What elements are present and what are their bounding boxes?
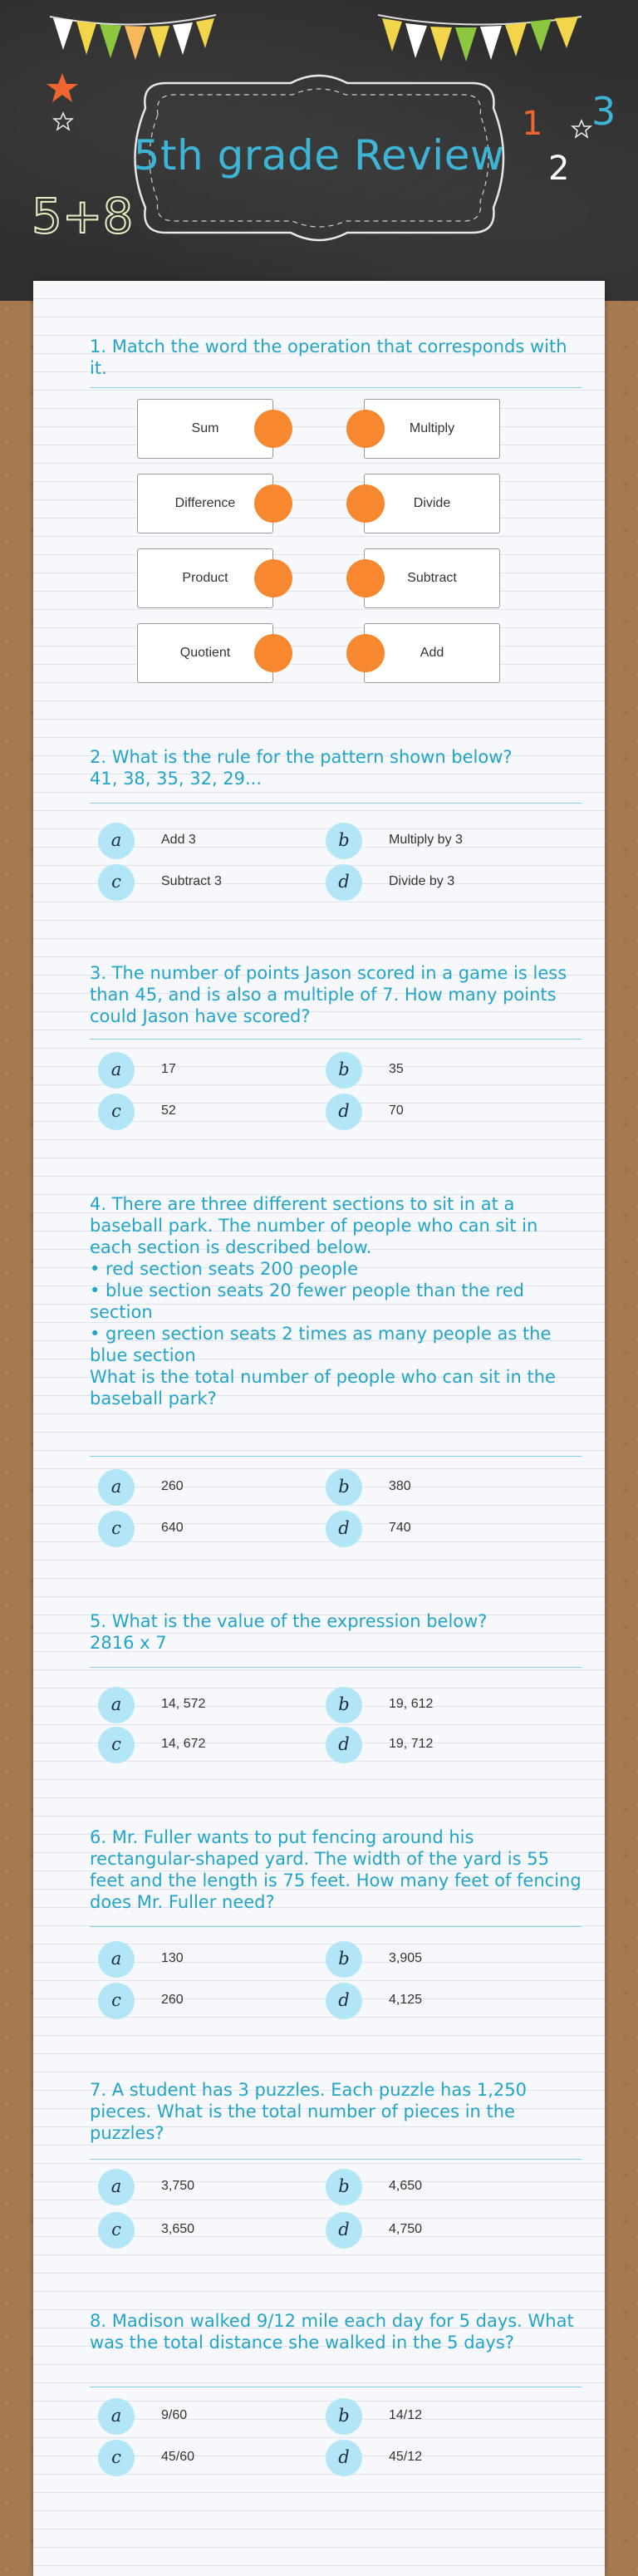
chalk-equation: 5+8 <box>32 188 134 244</box>
question-3 <box>90 962 582 1027</box>
question-divider <box>90 1926 582 1927</box>
match-connector-dot[interactable] <box>346 484 385 523</box>
question-divider <box>90 387 582 388</box>
question-divider <box>90 1456 582 1457</box>
option-letter: b <box>326 1469 362 1506</box>
option-text: 4,125 <box>389 1993 423 2007</box>
option-letter: c <box>98 1094 135 1130</box>
question-7 <box>90 2079 582 2144</box>
option-letter: a <box>98 823 135 859</box>
question-6 <box>90 1826 582 1913</box>
option-letter: b <box>326 1052 362 1089</box>
question-divider <box>90 1667 582 1668</box>
chalk-number-1: 1 <box>522 105 543 143</box>
option-letter: c <box>98 2212 135 2249</box>
match-connector-dot[interactable] <box>254 559 292 597</box>
option-text: 45/12 <box>389 2450 423 2464</box>
question-4 <box>90 1193 582 1409</box>
option-text: 3,750 <box>161 2179 195 2193</box>
question-text: What is the total number of people who can sit in the baseball park? <box>90 1367 556 1408</box>
match-item-right[interactable]: Divide <box>364 474 500 533</box>
option-letter: d <box>326 1983 362 2019</box>
option-letter: b <box>326 1687 362 1723</box>
chalk-number-3: 3 <box>591 89 616 134</box>
option-text: 17 <box>161 1062 176 1076</box>
question-divider <box>90 2159 582 2160</box>
option-text: Subtract 3 <box>161 874 222 888</box>
question-text: 2. What is the rule for the pattern shown below? <box>90 747 513 767</box>
match-connector-dot[interactable] <box>346 634 385 672</box>
option-letter: c <box>98 2440 135 2476</box>
option-text: 19, 712 <box>389 1737 434 1751</box>
option-text: 9/60 <box>161 2408 188 2422</box>
bunting-flag-icon <box>100 24 121 58</box>
option-text: Multiply by 3 <box>389 833 463 847</box>
question-text: • red section seats 200 people <box>90 1259 358 1279</box>
match-connector-dot[interactable] <box>254 634 292 672</box>
option-text: 380 <box>389 1479 411 1493</box>
bunting-flag-icon <box>125 26 146 60</box>
option-letter: a <box>98 2169 135 2205</box>
option-text: 130 <box>161 1951 184 1965</box>
option-text: 19, 612 <box>389 1697 434 1711</box>
match-connector-dot[interactable] <box>254 410 292 448</box>
option-letter: c <box>98 1727 135 1763</box>
bunting-flag-icon <box>430 27 452 61</box>
match-connector-dot[interactable] <box>254 484 292 523</box>
option-letter: d <box>326 864 362 901</box>
question-text: 3. The number of points Jason scored in a game is less than 45, and is also a multiple of 7. How many points could Jason have scored? <box>90 963 567 1026</box>
option-letter: d <box>326 1727 362 1763</box>
question-text: • blue section seats 20 fewer people than the red section <box>90 1281 524 1322</box>
option-text: 70 <box>389 1104 404 1118</box>
question-text: 8. Madison walked 9/12 mile each day for 5 days. What was the total distance she walked in the 5 days? <box>90 2311 574 2352</box>
bunting-flag-icon <box>173 22 193 55</box>
match-item-right[interactable]: Add <box>364 623 500 683</box>
option-letter: a <box>98 1469 135 1506</box>
option-letter: d <box>326 2440 362 2476</box>
bunting-flag-icon <box>196 18 214 48</box>
question-text: 5. What is the value of the expression below? <box>90 1611 488 1631</box>
option-text: 14/12 <box>389 2408 423 2422</box>
bunting-flag-icon <box>53 18 73 50</box>
option-text: 4,750 <box>389 2222 423 2236</box>
option-text: Add 3 <box>161 833 196 847</box>
match-item-right[interactable]: Subtract <box>364 548 500 608</box>
bunting-flag-icon <box>76 21 96 55</box>
chalkboard-header <box>0 0 638 301</box>
bunting-flag-icon <box>480 26 502 60</box>
option-letter: b <box>326 823 362 859</box>
option-letter: c <box>98 1511 135 1547</box>
option-text: 260 <box>161 1479 184 1493</box>
option-text: 14, 572 <box>161 1697 206 1711</box>
match-item-left[interactable]: Product <box>137 548 273 608</box>
question-text: 6. Mr. Fuller wants to put fencing around his rectangular-shaped yard. The width of the yard is 55 feet and the length is 75 feet. How many feet of fencing does Mr. Fuller need? <box>90 1827 582 1912</box>
question-text: 7. A student has 3 puzzles. Each puzzle has 1,250 pieces. What is the total number of pieces in the puzzles? <box>90 2080 527 2143</box>
question-8 <box>90 2310 582 2353</box>
option-text: 52 <box>161 1104 176 1118</box>
option-letter: d <box>326 1094 362 1130</box>
match-item-left[interactable]: Quotient <box>137 623 273 683</box>
option-text: 14, 672 <box>161 1737 206 1751</box>
bunting-flag-icon <box>150 26 169 58</box>
question-1 <box>90 336 582 379</box>
question-5 <box>90 1610 582 1654</box>
match-item-left[interactable]: Sum <box>137 399 273 459</box>
bunting-flag-icon <box>530 19 552 52</box>
match-item-left[interactable]: Difference <box>137 474 273 533</box>
question-text: • green section seats 2 times as many people as the blue section <box>90 1324 552 1365</box>
option-text: Divide by 3 <box>389 874 455 888</box>
question-text: 41, 38, 35, 32, 29... <box>90 769 263 789</box>
option-letter: a <box>98 1052 135 1089</box>
bunting-flag-icon <box>555 17 578 48</box>
option-letter: d <box>326 2212 362 2249</box>
option-text: 4,650 <box>389 2179 423 2193</box>
question-2 <box>90 746 582 789</box>
chalk-number-2: 2 <box>548 150 570 188</box>
option-text: 260 <box>161 1993 184 2007</box>
worksheet-paper <box>33 281 605 2576</box>
option-letter: c <box>98 1983 135 2019</box>
bunting-flag-icon <box>405 23 427 58</box>
option-text: 640 <box>161 1521 184 1535</box>
match-item-right[interactable]: Multiply <box>364 399 500 459</box>
option-text: 45/60 <box>161 2450 195 2464</box>
option-text: 35 <box>389 1062 404 1076</box>
match-connector-dot[interactable] <box>346 559 385 597</box>
option-letter: a <box>98 1687 135 1723</box>
option-letter: b <box>326 1941 362 1978</box>
option-text: 740 <box>389 1521 411 1535</box>
match-connector-dot[interactable] <box>346 410 385 448</box>
star-icon <box>54 113 72 130</box>
page-title: 5th grade Review <box>133 131 505 179</box>
question-divider <box>90 1039 582 1040</box>
bunting-flag-icon <box>455 27 477 61</box>
option-letter: a <box>98 2398 135 2435</box>
option-letter: c <box>98 864 135 901</box>
option-text: 3,650 <box>161 2222 195 2236</box>
question-text: 2816 x 7 <box>90 1633 167 1653</box>
star-icon <box>47 73 78 102</box>
bunting-flag-icon <box>505 22 527 57</box>
option-letter: d <box>326 1511 362 1547</box>
option-letter: b <box>326 2398 362 2435</box>
question-divider <box>90 803 582 804</box>
bunting-flag-icon <box>382 18 402 52</box>
question-text: 1. Match the word the operation that corresponds with it. <box>90 337 567 378</box>
option-text: 3,905 <box>389 1951 423 1965</box>
option-letter: a <box>98 1941 135 1978</box>
option-letter: b <box>326 2169 362 2205</box>
question-text: 4. There are three different sections to sit in at a baseball park. The number of people who can sit in each section is described below. <box>90 1194 538 1257</box>
